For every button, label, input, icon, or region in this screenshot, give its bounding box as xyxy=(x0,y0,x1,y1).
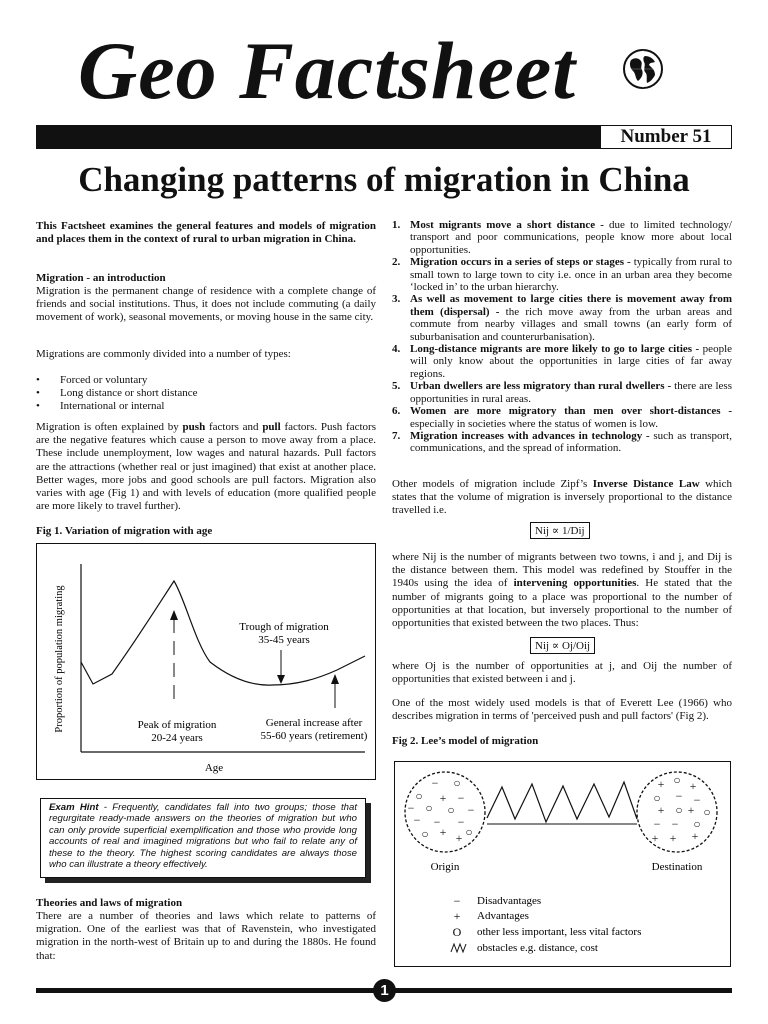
svg-text:+: + xyxy=(669,831,677,845)
list-item: 4. Long-distance migrants are more likely to go to large cities - people will only know about the opportunities in large cities of far away regions. xyxy=(392,343,733,380)
lee-paragraph: One of the most widely used models is that of Everett Lee (1966) who describes migration in terms of 'perceived push and pull factors' (Fig 2). xyxy=(392,697,732,723)
origin-symbols xyxy=(408,776,475,845)
origin-label: Origin xyxy=(430,861,460,873)
list-item: • Forced or voluntary xyxy=(36,374,376,387)
svg-text:○: ○ xyxy=(465,825,473,839)
svg-text:−: − xyxy=(693,793,701,807)
issue-number: Number 51 xyxy=(600,125,732,149)
legend-text-obstacles: obstacles e.g. distance, cost xyxy=(477,942,598,954)
svg-text:−: − xyxy=(457,815,465,829)
svg-text:+: + xyxy=(657,777,665,791)
obstacles-zigzag-icon xyxy=(451,944,466,952)
fig1-trough-arrowhead xyxy=(277,675,285,684)
zipf-paragraph: Other models of migration include Zipf’s Inverse Distance Law which states that the volume of migration is inversely proportional to the distance travelled i.e. xyxy=(392,478,733,517)
fig1-peak-label-1: Peak of migration xyxy=(137,719,217,731)
svg-text:+: + xyxy=(657,803,665,817)
formula-intervening-opportunities: Nij ∝ Oj/Oij xyxy=(530,637,595,654)
list-item: 6. Women are more migratory than men over short-distances - especially in societies where the status of women is low. xyxy=(392,405,732,430)
migration-types-list xyxy=(36,374,376,414)
svg-text:+: + xyxy=(691,829,699,843)
fig2-diagram xyxy=(394,761,731,967)
obstacles-zigzag xyxy=(487,782,637,822)
svg-text:−: − xyxy=(457,791,465,805)
svg-text:−: − xyxy=(413,813,421,827)
legend-symbol-plus: + xyxy=(453,909,461,923)
legend-symbol-o: O xyxy=(452,925,462,939)
page-title: Changing patterns of migration in China xyxy=(78,160,690,199)
svg-text:○: ○ xyxy=(425,801,433,815)
page-number: 1 xyxy=(373,979,396,1002)
fig2-svg xyxy=(395,762,730,966)
push-pull-paragraph: Migration is often explained by push factors and pull factors. Push factors are the negative features which cause a person to move away from a place. These include unemployment, low wages and natural hazards. Pull factors are the attractions (whether real or just imagined) that exist at another place. Better wages, more jobs and good schools are pull factors. Migration also varies with age (Fig 1) and with levels of education (more qualified people are more likely to travel further). xyxy=(36,421,376,513)
fig1-y-label: Proportion of population migrating xyxy=(54,585,65,733)
destination-symbols xyxy=(652,773,711,845)
list-item: 5. Urban dwellers are less migratory than rural dwellers - there are less opportunities in rural areas. xyxy=(392,380,732,405)
svg-text:○: ○ xyxy=(653,791,661,805)
exam-hint-label: Exam Hint xyxy=(49,802,99,813)
fig1-increase-arrowhead xyxy=(331,674,339,684)
legend-symbol-minus: − xyxy=(453,894,461,908)
svg-text:−: − xyxy=(671,817,679,831)
list-item: 2. Migration occurs in a series of steps or stages - typically from rural to small town to large town to city i.e. once in an urban area they become ‘locked in’ to the urban hierarchy. xyxy=(392,256,732,294)
svg-text:−: − xyxy=(653,817,661,831)
fig1-peak-arrowhead xyxy=(170,610,178,620)
svg-text:−: − xyxy=(467,803,475,817)
svg-text:−: − xyxy=(431,776,439,790)
legend-text-advantages: Advantages xyxy=(477,910,529,922)
legend-text-disadvantages: Disadvantages xyxy=(477,895,542,907)
fig1-increase-label-2: 55-60 years (retirement) xyxy=(260,730,368,742)
svg-text:−: − xyxy=(407,801,415,815)
list-item: • Long distance or short distance xyxy=(36,387,376,400)
fig1-chart xyxy=(36,543,376,780)
svg-text:+: + xyxy=(651,831,659,845)
svg-text:+: + xyxy=(687,803,695,817)
svg-text:○: ○ xyxy=(447,803,455,817)
svg-text:○: ○ xyxy=(703,805,711,819)
fig1-increase-label-1: General increase after xyxy=(265,717,363,729)
migration-definition-paragraph: Migration is the permanent change of residence with a complete change of friends and social institutions. Thus, it does not include commuting (a daily movement of work), seasonal movements, or moving house in the same city. xyxy=(36,285,376,324)
fig1-x-label: Age xyxy=(204,762,224,774)
svg-text:+: + xyxy=(455,831,463,845)
list-item: • International or internal xyxy=(36,400,376,413)
legend-text-other-factors: other less important, less vital factors xyxy=(477,926,642,938)
svg-text:+: + xyxy=(439,791,447,805)
svg-text:○: ○ xyxy=(673,773,681,787)
fig1-trough-label-1: Trough of migration xyxy=(239,621,329,633)
stouffer-paragraph: where Nij is the number of migrants between two towns, i and j, and Dij is the distance between them. This model was redefined by Stouffer in the 1940s using the idea of intervening opportunities. He stated that the number of migrants going to a place was proportional to the number of opportunities at that location, but inversely proportional to the number of opportunities that existed between the two places. Thus: xyxy=(392,551,733,630)
svg-text:−: − xyxy=(433,815,441,829)
fig1-svg xyxy=(37,544,375,779)
fig1-peak-label-2: 20-24 years xyxy=(151,732,203,744)
theories-paragraph: There are a number of theories and laws which relate to patterns of migration. One of the earliest was that of Ravenstein, who investigated migration in the north-west of Britain up to and during the 1880s. He found that: xyxy=(36,910,376,962)
exam-hint-text: - Frequently, candidates fall into two groups; those that regurgitate ready-made answers on the theories of migration but who can only provide superficial exemplification and those who provide long accounts of real and imagined migrations but who fail to relate any of these to the theory. The highest scoring candidates are always those who can illustrate a theory effectively. xyxy=(49,802,358,871)
fig1-title: Fig 1. Variation of migration with age xyxy=(36,525,213,537)
svg-text:○: ○ xyxy=(415,789,423,803)
svg-text:−: − xyxy=(675,789,683,803)
section-heading-introduction: Migration - an introduction xyxy=(36,272,166,284)
svg-text:+: + xyxy=(439,825,447,839)
intro-paragraph: This Factsheet examines the general features and models of migration and places them in the context of rural to urban migration in China. xyxy=(36,220,376,246)
exam-hint-box xyxy=(40,798,366,878)
list-item: 7. Migration increases with advances in technology - such as transport, communications, and the spread of information. xyxy=(392,429,732,455)
destination-label: Destination xyxy=(651,861,703,873)
globe-icon xyxy=(622,48,664,90)
fig1-trough-label-2: 35-45 years xyxy=(258,634,310,646)
migration-types-intro: Migrations are commonly divided into a number of types: xyxy=(36,348,291,360)
list-item: 3. As well as movement to large cities there is movement away from them (dispersal) - the rich move away from the urban areas and commute from nearby villages and small towns (an early form of suburbanisation and counterurbanisation). xyxy=(392,293,732,343)
list-item: 1. Most migrants move a short distance - due to limited technology/ transport and poor communications, people know more about local opportunities. xyxy=(392,219,732,256)
fig1-migration-curve xyxy=(81,581,365,685)
svg-text:○: ○ xyxy=(675,803,683,817)
svg-text:○: ○ xyxy=(453,776,461,790)
formula-inverse-distance: Nij ∝ 1/Dij xyxy=(530,522,590,539)
svg-text:○: ○ xyxy=(421,827,429,841)
masthead-title: Geo Factsheet xyxy=(78,25,577,116)
ravenstein-laws-list xyxy=(392,219,732,455)
opportunities-paragraph: where Oj is the number of opportunities at j, and Oij the number of opportunities that existed between i and j. xyxy=(392,660,732,686)
fig2-title: Fig 2. Lee’s model of migration xyxy=(392,735,539,747)
section-heading-theories: Theories and laws of migration xyxy=(36,897,183,909)
svg-text:○: ○ xyxy=(693,817,701,831)
svg-text:+: + xyxy=(689,779,697,793)
